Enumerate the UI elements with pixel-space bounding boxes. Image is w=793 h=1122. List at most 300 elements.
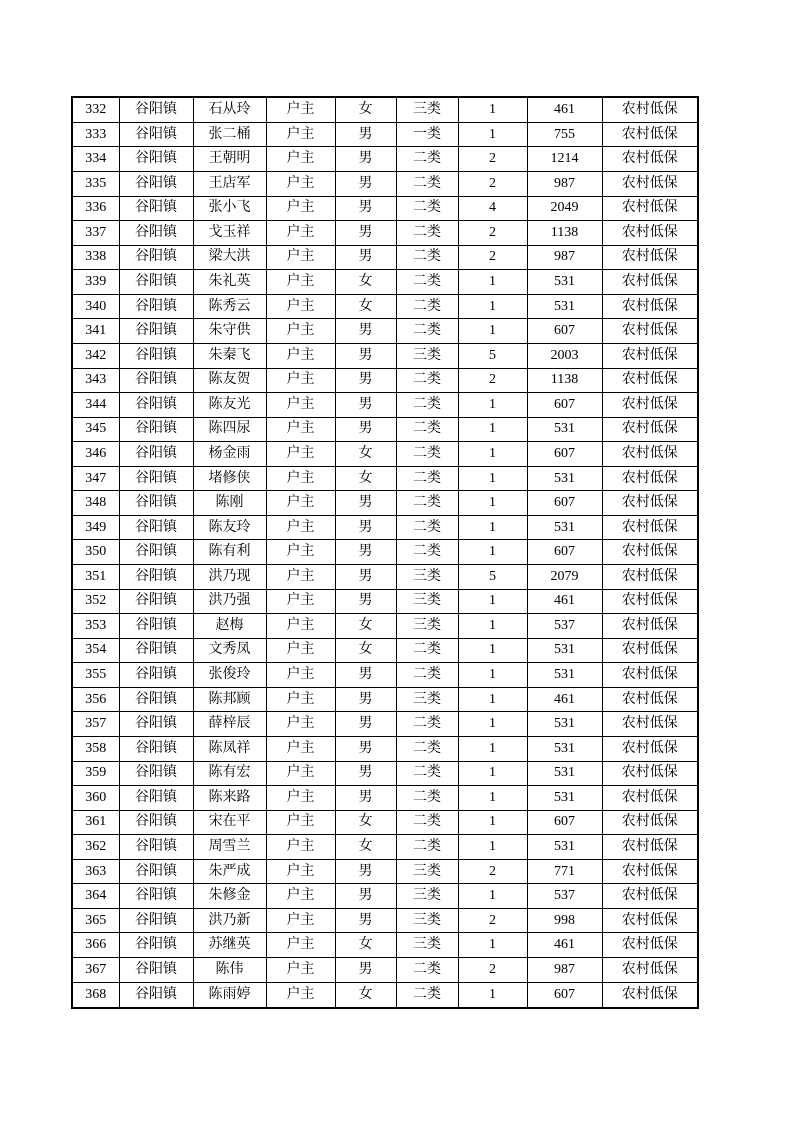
table-cell-name: 周雪兰 [193,835,266,860]
table-row [72,958,698,983]
table-cell-program: 农村低保 [602,245,698,270]
table-cell-amount: 755 [527,122,602,147]
table-cell-household-count: 2 [458,245,527,270]
table-cell-serial-number: 365 [72,908,119,933]
table-cell-gender: 男 [335,491,396,516]
table-cell-gender: 女 [335,466,396,491]
table-cell-gender: 男 [335,736,396,761]
table-cell-household-count: 1 [458,614,527,639]
table-cell-serial-number: 367 [72,958,119,983]
table-cell-town: 谷阳镇 [119,97,193,122]
table-cell-relation: 户主 [266,417,335,442]
table-cell-program: 农村低保 [602,172,698,197]
table-cell-program: 农村低保 [602,368,698,393]
table-cell-name: 朱守供 [193,319,266,344]
table-cell-gender: 女 [335,835,396,860]
table-cell-program: 农村低保 [602,761,698,786]
table-cell-program: 农村低保 [602,565,698,590]
table-cell-town: 谷阳镇 [119,491,193,516]
table-cell-gender: 男 [335,565,396,590]
table-cell-program: 农村低保 [602,515,698,540]
table-cell-household-count: 1 [458,294,527,319]
table-cell-program: 农村低保 [602,147,698,172]
table-row [72,442,698,467]
table-cell-gender: 男 [335,147,396,172]
table-cell-relation: 户主 [266,466,335,491]
table-row [72,859,698,884]
table-cell-gender: 男 [335,172,396,197]
table-cell-town: 谷阳镇 [119,172,193,197]
table-cell-name: 陈凤祥 [193,736,266,761]
table-cell-gender: 男 [335,319,396,344]
table-cell-household-count: 2 [458,221,527,246]
table-cell-name: 杨金雨 [193,442,266,467]
table-cell-category: 三类 [396,859,458,884]
table-cell-household-count: 1 [458,761,527,786]
table-cell-amount: 531 [527,835,602,860]
table-cell-name: 梁大洪 [193,245,266,270]
table-cell-amount: 607 [527,319,602,344]
table-cell-category: 二类 [396,368,458,393]
table-cell-serial-number: 359 [72,761,119,786]
table-row [72,687,698,712]
table-cell-serial-number: 336 [72,196,119,221]
table-cell-program: 农村低保 [602,835,698,860]
table-cell-category: 二类 [396,958,458,983]
table-cell-serial-number: 341 [72,319,119,344]
table-cell-household-count: 1 [458,712,527,737]
table-cell-town: 谷阳镇 [119,933,193,958]
table-cell-household-count: 2 [458,147,527,172]
table-row [72,933,698,958]
table-cell-gender: 男 [335,712,396,737]
table-cell-amount: 531 [527,786,602,811]
table-cell-town: 谷阳镇 [119,196,193,221]
table-row [72,172,698,197]
table-cell-name: 张俊玲 [193,663,266,688]
table-cell-relation: 户主 [266,761,335,786]
table-row [72,270,698,295]
table-cell-gender: 女 [335,97,396,122]
table-cell-name: 薛梓辰 [193,712,266,737]
table-cell-gender: 男 [335,908,396,933]
table-row [72,343,698,368]
table-cell-program: 农村低保 [602,294,698,319]
table-cell-town: 谷阳镇 [119,908,193,933]
table-row [72,196,698,221]
table-cell-name: 陈刚 [193,491,266,516]
table-cell-amount: 607 [527,491,602,516]
table-cell-serial-number: 358 [72,736,119,761]
table-cell-amount: 607 [527,810,602,835]
table-cell-program: 农村低保 [602,270,698,295]
table-cell-amount: 537 [527,884,602,909]
table-cell-gender: 女 [335,294,396,319]
table-cell-amount: 1214 [527,147,602,172]
table-cell-household-count: 1 [458,786,527,811]
table-cell-household-count: 1 [458,466,527,491]
table-cell-household-count: 1 [458,736,527,761]
table-cell-household-count: 1 [458,638,527,663]
table-cell-name: 陈伟 [193,958,266,983]
table-row [72,417,698,442]
table-cell-name: 陈友光 [193,393,266,418]
table-cell-town: 谷阳镇 [119,393,193,418]
table-cell-serial-number: 357 [72,712,119,737]
table-cell-gender: 女 [335,982,396,1008]
table-cell-household-count: 1 [458,122,527,147]
table-cell-serial-number: 334 [72,147,119,172]
table-cell-amount: 771 [527,859,602,884]
table-cell-category: 二类 [396,442,458,467]
table-cell-serial-number: 343 [72,368,119,393]
table-cell-name: 陈雨婷 [193,982,266,1008]
table-cell-amount: 607 [527,982,602,1008]
table-cell-relation: 户主 [266,786,335,811]
table-cell-name: 朱礼英 [193,270,266,295]
table-cell-relation: 户主 [266,565,335,590]
table-row [72,466,698,491]
table-cell-household-count: 1 [458,663,527,688]
table-cell-program: 农村低保 [602,393,698,418]
table-cell-serial-number: 345 [72,417,119,442]
table-cell-serial-number: 332 [72,97,119,122]
table-cell-amount: 531 [527,638,602,663]
table-row [72,294,698,319]
table-cell-name: 陈邦顾 [193,687,266,712]
table-cell-serial-number: 333 [72,122,119,147]
table-cell-town: 谷阳镇 [119,294,193,319]
table-cell-amount: 607 [527,442,602,467]
table-cell-relation: 户主 [266,540,335,565]
table-cell-amount: 1138 [527,221,602,246]
table-cell-serial-number: 347 [72,466,119,491]
table-row [72,245,698,270]
table-cell-serial-number: 348 [72,491,119,516]
table-cell-town: 谷阳镇 [119,638,193,663]
table-cell-amount: 607 [527,393,602,418]
table-cell-relation: 户主 [266,810,335,835]
table-cell-household-count: 1 [458,687,527,712]
table-cell-town: 谷阳镇 [119,122,193,147]
table-cell-category: 二类 [396,810,458,835]
table-cell-relation: 户主 [266,589,335,614]
table-cell-category: 三类 [396,908,458,933]
table-cell-amount: 461 [527,97,602,122]
table-cell-serial-number: 368 [72,982,119,1008]
table-cell-relation: 户主 [266,687,335,712]
table-cell-household-count: 1 [458,884,527,909]
table-cell-gender: 男 [335,884,396,909]
table-cell-amount: 461 [527,933,602,958]
table-cell-serial-number: 337 [72,221,119,246]
table-cell-serial-number: 352 [72,589,119,614]
table-cell-serial-number: 353 [72,614,119,639]
table-cell-relation: 户主 [266,221,335,246]
table-cell-gender: 男 [335,663,396,688]
table-cell-serial-number: 356 [72,687,119,712]
table-cell-relation: 户主 [266,122,335,147]
welfare-roster-table [71,96,699,1009]
table-cell-serial-number: 350 [72,540,119,565]
table-cell-amount: 998 [527,908,602,933]
table-cell-amount: 2049 [527,196,602,221]
table-cell-name: 洪乃现 [193,565,266,590]
table-cell-relation: 户主 [266,319,335,344]
table-cell-amount: 531 [527,712,602,737]
table-cell-name: 陈友玲 [193,515,266,540]
table-cell-town: 谷阳镇 [119,687,193,712]
table-cell-program: 农村低保 [602,540,698,565]
table-cell-serial-number: 335 [72,172,119,197]
table-cell-name: 陈秀云 [193,294,266,319]
table-cell-category: 三类 [396,614,458,639]
table-cell-town: 谷阳镇 [119,466,193,491]
table-cell-town: 谷阳镇 [119,417,193,442]
table-cell-relation: 户主 [266,97,335,122]
table-cell-town: 谷阳镇 [119,245,193,270]
table-cell-amount: 531 [527,736,602,761]
table-cell-household-count: 2 [458,368,527,393]
table-cell-relation: 户主 [266,663,335,688]
table-cell-serial-number: 342 [72,343,119,368]
table-row [72,540,698,565]
table-cell-household-count: 1 [458,933,527,958]
table-cell-serial-number: 349 [72,515,119,540]
table-cell-gender: 女 [335,933,396,958]
table-cell-relation: 户主 [266,368,335,393]
table-cell-town: 谷阳镇 [119,221,193,246]
table-cell-household-count: 2 [458,172,527,197]
table-cell-town: 谷阳镇 [119,884,193,909]
table-cell-relation: 户主 [266,638,335,663]
table-cell-amount: 987 [527,958,602,983]
table-cell-program: 农村低保 [602,908,698,933]
table-cell-amount: 607 [527,540,602,565]
table-cell-serial-number: 363 [72,859,119,884]
table-cell-household-count: 5 [458,565,527,590]
table-cell-gender: 男 [335,221,396,246]
table-row [72,221,698,246]
table-cell-amount: 461 [527,589,602,614]
table-cell-serial-number: 360 [72,786,119,811]
table-cell-category: 二类 [396,172,458,197]
table-row [72,147,698,172]
table-row [72,565,698,590]
table-cell-amount: 531 [527,270,602,295]
table-cell-town: 谷阳镇 [119,343,193,368]
table-cell-program: 农村低保 [602,859,698,884]
table-row [72,908,698,933]
table-cell-amount: 531 [527,417,602,442]
table-cell-town: 谷阳镇 [119,761,193,786]
table-cell-name: 朱严成 [193,859,266,884]
table-cell-gender: 女 [335,614,396,639]
table-cell-category: 三类 [396,97,458,122]
table-cell-serial-number: 355 [72,663,119,688]
table-cell-town: 谷阳镇 [119,712,193,737]
table-cell-relation: 户主 [266,196,335,221]
table-cell-program: 农村低保 [602,319,698,344]
table-cell-program: 农村低保 [602,442,698,467]
table-row [72,786,698,811]
table-cell-serial-number: 361 [72,810,119,835]
table-cell-relation: 户主 [266,736,335,761]
table-cell-name: 张小飞 [193,196,266,221]
table-cell-town: 谷阳镇 [119,786,193,811]
table-cell-category: 一类 [396,122,458,147]
table-cell-name: 宋在平 [193,810,266,835]
table-cell-category: 二类 [396,515,458,540]
table-cell-relation: 户主 [266,147,335,172]
table-cell-name: 赵梅 [193,614,266,639]
table-cell-relation: 户主 [266,908,335,933]
table-cell-category: 二类 [396,761,458,786]
table-cell-name: 文秀凤 [193,638,266,663]
table-cell-town: 谷阳镇 [119,319,193,344]
table-cell-amount: 531 [527,761,602,786]
table-cell-household-count: 1 [458,589,527,614]
table-cell-town: 谷阳镇 [119,982,193,1008]
table-cell-town: 谷阳镇 [119,540,193,565]
table-cell-program: 农村低保 [602,614,698,639]
table-cell-gender: 男 [335,368,396,393]
table-cell-gender: 男 [335,589,396,614]
table-cell-gender: 男 [335,540,396,565]
table-cell-amount: 531 [527,466,602,491]
table-cell-relation: 户主 [266,884,335,909]
table-row [72,982,698,1008]
table-cell-gender: 男 [335,859,396,884]
table-cell-category: 二类 [396,319,458,344]
table-cell-gender: 男 [335,245,396,270]
table-row [72,393,698,418]
table-row [72,638,698,663]
table-cell-category: 三类 [396,565,458,590]
table-cell-town: 谷阳镇 [119,958,193,983]
table-row [72,515,698,540]
table-cell-program: 农村低保 [602,736,698,761]
table-cell-town: 谷阳镇 [119,663,193,688]
table-row [72,614,698,639]
table-cell-gender: 男 [335,786,396,811]
table-cell-program: 农村低保 [602,712,698,737]
table-cell-relation: 户主 [266,712,335,737]
table-cell-name: 朱修金 [193,884,266,909]
table-cell-program: 农村低保 [602,343,698,368]
table-cell-program: 农村低保 [602,417,698,442]
table-cell-category: 三类 [396,343,458,368]
table-cell-relation: 户主 [266,933,335,958]
table-cell-relation: 户主 [266,343,335,368]
table-cell-gender: 男 [335,393,396,418]
table-cell-household-count: 2 [458,908,527,933]
table-cell-program: 农村低保 [602,122,698,147]
table-cell-category: 二类 [396,245,458,270]
table-row [72,319,698,344]
table-cell-name: 陈友贺 [193,368,266,393]
table-cell-gender: 女 [335,810,396,835]
table-row [72,589,698,614]
table-cell-gender: 男 [335,515,396,540]
table-cell-amount: 531 [527,294,602,319]
table-cell-category: 二类 [396,835,458,860]
table-cell-household-count: 1 [458,393,527,418]
table-cell-category: 三类 [396,933,458,958]
table-cell-amount: 2003 [527,343,602,368]
table-cell-program: 农村低保 [602,97,698,122]
table-cell-name: 石从玲 [193,97,266,122]
table-cell-program: 农村低保 [602,221,698,246]
table-cell-household-count: 1 [458,515,527,540]
table-cell-serial-number: 351 [72,565,119,590]
table-cell-household-count: 4 [458,196,527,221]
table-cell-serial-number: 366 [72,933,119,958]
table-cell-gender: 男 [335,417,396,442]
table-cell-name: 堵修侠 [193,466,266,491]
table-cell-amount: 531 [527,663,602,688]
table-cell-serial-number: 364 [72,884,119,909]
table-cell-program: 农村低保 [602,958,698,983]
table-cell-category: 二类 [396,393,458,418]
table-row [72,122,698,147]
table-cell-serial-number: 344 [72,393,119,418]
table-cell-town: 谷阳镇 [119,147,193,172]
table-cell-amount: 987 [527,245,602,270]
table-cell-household-count: 1 [458,810,527,835]
table-cell-name: 张二桶 [193,122,266,147]
table-cell-category: 二类 [396,712,458,737]
table-cell-gender: 女 [335,638,396,663]
table-cell-amount: 531 [527,515,602,540]
table-cell-program: 农村低保 [602,196,698,221]
table-cell-program: 农村低保 [602,491,698,516]
table-cell-category: 二类 [396,638,458,663]
table-row [72,368,698,393]
table-cell-program: 农村低保 [602,466,698,491]
table-cell-relation: 户主 [266,515,335,540]
table-cell-relation: 户主 [266,270,335,295]
table-cell-relation: 户主 [266,294,335,319]
table-cell-category: 二类 [396,736,458,761]
table-cell-relation: 户主 [266,958,335,983]
table-cell-town: 谷阳镇 [119,859,193,884]
table-cell-category: 三类 [396,589,458,614]
table-cell-town: 谷阳镇 [119,589,193,614]
table-cell-relation: 户主 [266,491,335,516]
table-cell-town: 谷阳镇 [119,368,193,393]
table-cell-household-count: 1 [458,417,527,442]
table-cell-program: 农村低保 [602,982,698,1008]
table-cell-gender: 男 [335,761,396,786]
table-cell-gender: 男 [335,958,396,983]
table-cell-amount: 2079 [527,565,602,590]
table-cell-category: 二类 [396,982,458,1008]
table-cell-household-count: 1 [458,442,527,467]
table-cell-name: 陈有宏 [193,761,266,786]
table-cell-name: 陈四尿 [193,417,266,442]
table-cell-household-count: 1 [458,270,527,295]
table-cell-name: 陈来路 [193,786,266,811]
table-cell-household-count: 1 [458,540,527,565]
table-row [72,712,698,737]
table-cell-program: 农村低保 [602,687,698,712]
table-cell-town: 谷阳镇 [119,614,193,639]
table-cell-relation: 户主 [266,859,335,884]
table-cell-program: 农村低保 [602,663,698,688]
table-row [72,810,698,835]
table-cell-household-count: 1 [458,97,527,122]
